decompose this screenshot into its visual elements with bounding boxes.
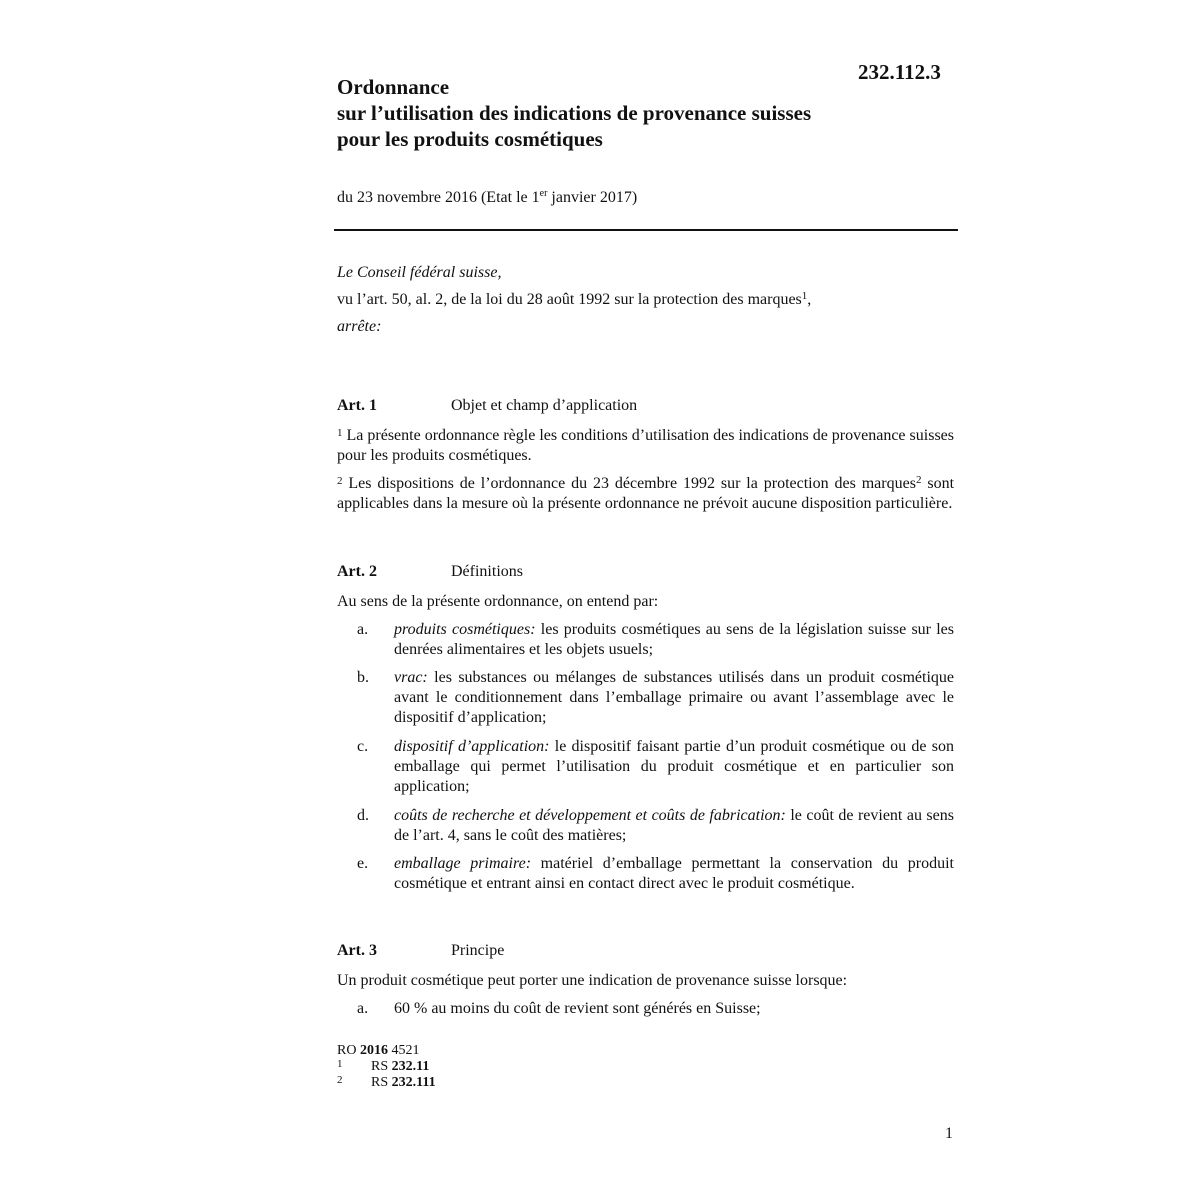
ro-year: 2016: [359, 1043, 388, 1058]
definition-term: vrac:: [394, 669, 428, 686]
ordinance-title: [337, 74, 811, 152]
title-line-2: sur l’utilisation des indications de provenance suisses: [337, 101, 812, 125]
article-1-title: Objet et champ d’application: [451, 397, 638, 414]
list-letter: a.: [357, 621, 369, 638]
paragraph-text: La présente ordonnance règle les conditions d’utilisation des indications de provenance suisses pour les produits cosmétiques.: [337, 427, 954, 464]
article-2-number: Art. 2: [337, 563, 377, 580]
definition-text: matériel d’emballage permettant la conservation du produit cosmétique et entrant ainsi en contact direct avec le produit cosmétique.: [394, 855, 954, 892]
title-line-1: Ordonnance: [337, 75, 450, 99]
article-3-title: Principe: [451, 942, 505, 959]
page-number: 1: [945, 1125, 953, 1142]
paragraph-text: Les dispositions de l’ordonnance du 23 décembre 1992 sur la protection des marques: [348, 475, 916, 492]
footnote-link[interactable]: 232.111: [391, 1075, 436, 1090]
article-1-paragraph-2: [337, 474, 954, 514]
list-letter: e.: [357, 855, 369, 872]
list-text: 60 % au moins du coût de revient sont générés en Suisse;: [394, 1000, 761, 1017]
list-item: [337, 999, 954, 1019]
article-3-heading: [337, 942, 504, 960]
date-line: [337, 189, 637, 207]
article-1-paragraph-1: [337, 426, 954, 466]
list-item: [337, 620, 954, 660]
title-line-3: pour les produits cosmétiques: [337, 127, 603, 151]
article-3-number: Art. 3: [337, 942, 377, 959]
article-2-heading: [337, 563, 523, 581]
definition-text: les substances ou mélanges de substances utilisés dans un produit cosmétique avant le conditionnement dans l’emballage primaire ou avant l’assemblage avec le dispositif d’application;: [394, 669, 954, 726]
list-item: [337, 854, 954, 894]
footnote-ref-2[interactable]: 2: [915, 474, 922, 486]
definition-text: le coût de revient au sens de l’art. 4, sans le coût des matières;: [394, 807, 954, 844]
paragraph-number: 1: [337, 427, 343, 439]
article-2-intro: Au sens de la présente ordonnance, on entend par:: [337, 593, 659, 610]
paragraph-number: 2: [337, 475, 343, 487]
definition-term: emballage primaire:: [394, 855, 532, 872]
article-2-title: Définitions: [451, 563, 523, 580]
footnote-1: 1 RS 232.11: [337, 1058, 430, 1074]
footnote-2: 2 RS 232.111: [337, 1074, 436, 1090]
preamble-basis-end: ,: [807, 291, 812, 308]
date-prefix: du 23 novembre 2016 (Etat le 1: [337, 189, 540, 206]
list-letter: a.: [357, 1000, 369, 1017]
ro-prefix: RO: [337, 1043, 360, 1058]
list-item: [337, 668, 954, 728]
ro-page: 4521: [387, 1043, 420, 1058]
preamble-authority: Le Conseil fédéral suisse,: [337, 264, 502, 281]
ro-reference: [337, 1043, 436, 1059]
footnote-prefix: RS: [371, 1075, 392, 1090]
sr-number: 232.112.3: [858, 60, 941, 84]
article-1-heading: [337, 397, 637, 415]
list-letter: b.: [357, 669, 369, 686]
preamble-decree: arrête:: [337, 318, 382, 335]
paragraph-text-cont: sont applicables dans la mesure où la présente ordonnance ne prévoit aucune disposition particulière.: [337, 475, 955, 512]
footnote-ref-1[interactable]: 1: [801, 290, 808, 302]
footnote-prefix: RS: [371, 1059, 392, 1074]
article-3-intro: Un produit cosmétique peut porter une indication de provenance suisse lorsque:: [337, 972, 848, 989]
definition-term: dispositif d’application:: [394, 738, 550, 755]
definition-text: le dispositif faisant partie d’un produit cosmétique ou de son emballage qui permet l’utilisation du produit cosmétique et en particulier son application;: [394, 738, 955, 795]
list-letter: c.: [357, 738, 369, 755]
preamble: [337, 259, 811, 340]
list-letter: d.: [357, 807, 369, 824]
footnote-link[interactable]: 232.11: [391, 1059, 430, 1074]
date-suffix: janvier 2017): [547, 189, 638, 206]
list-item: [337, 737, 954, 797]
preamble-basis-text: vu l’art. 50, al. 2, de la loi du 28 août 1992 sur la protection des marques: [337, 291, 802, 308]
list-item: [337, 806, 954, 846]
header-divider: [334, 229, 958, 231]
footnotes: [337, 1043, 436, 1091]
definition-term: produits cosmétiques:: [394, 621, 536, 638]
article-1-number: Art. 1: [337, 397, 377, 414]
definition-text: les produits cosmétiques au sens de la législation suisse sur les denrées alimentaires et les objets usuels;: [394, 621, 955, 658]
preamble-basis: [337, 286, 811, 313]
date-superscript: er: [539, 188, 548, 199]
definition-term: coûts de recherche et développement et coûts de fabrication:: [394, 807, 786, 824]
